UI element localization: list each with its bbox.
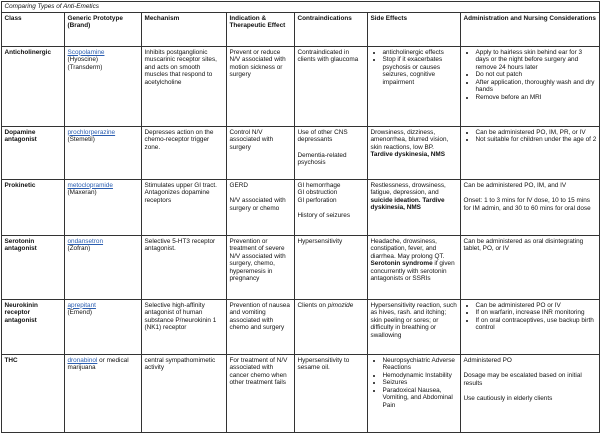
- brand-name: or medical marijuana: [67, 356, 129, 372]
- class-cell: Neurokinin receptor antagonist: [2, 300, 65, 355]
- header-indication: Indication & Therapeutic Effect: [227, 13, 295, 47]
- side-effects-cell: [368, 355, 461, 433]
- side-effects-cell: Hypersensitivity reaction, such as hives, rash. and itching; skin peeling or sores; or difficulty in breathing or swallowing: [368, 300, 461, 355]
- list-item: • Neuropsychiatric Adverse Reactions: [383, 357, 458, 372]
- mechanism-cell: Depresses action on the chemo-receptor trigger zone.: [142, 127, 227, 180]
- drug-link-prochlorperazine[interactable]: prochlorperazine: [67, 128, 116, 136]
- indication-cell: Prevention or treatment of severe N/V associated with surgery, chemo, hyperemesis in pregnancy: [227, 236, 295, 300]
- class-cell: Dopamine antagonist: [2, 127, 65, 180]
- prototype-cell: [65, 180, 142, 236]
- administration-text: Dosage may be escalated based on initial results: [463, 372, 582, 387]
- drug-link-scopolamine[interactable]: Scopolamine: [67, 48, 105, 56]
- administration-cell: [461, 47, 600, 127]
- indication-text: N/V associated with surgery or chemo: [229, 197, 286, 212]
- prototype-cell: [65, 127, 142, 180]
- brand-name: (Zofran): [67, 245, 91, 253]
- contraindication-text: GI obstruction: [297, 189, 338, 197]
- list-item: • If on warfarin, increase INR monitoring: [476, 309, 597, 317]
- drug-link-metoclopramide[interactable]: metoclopramide: [67, 181, 113, 189]
- indication-cell: For treatment of N/V associated with cancer chemo when other treatment fails: [227, 355, 295, 433]
- list-item: • Stop if it exacerbates psychosis or causes seizures, cognitive impairment: [383, 56, 458, 86]
- header-contraindications: Contraindications: [295, 13, 368, 47]
- prototype-cell: [65, 355, 142, 433]
- list-item: • Remove before an MRI: [476, 94, 597, 102]
- table-row: [2, 127, 600, 180]
- mechanism-cell: Selective 5-HT3 receptor antagonist.: [142, 236, 227, 300]
- brand-name: (Transderm): [67, 63, 103, 71]
- header-prototype: Generic Prototype (Brand): [65, 13, 142, 47]
- administration-cell: [461, 300, 600, 355]
- list-item: • Paradoxical Nausea, Vomiting, and Abdominal Pain: [383, 387, 458, 410]
- prototype-cell: [65, 236, 142, 300]
- administration-text: Use cautiously in elderly clients: [463, 395, 553, 403]
- table-row: [2, 180, 600, 236]
- list-item: • Not suitable for children under the age of 2: [476, 136, 597, 144]
- drug-link-aprepitant[interactable]: aprepitant: [67, 301, 96, 309]
- contraindication-cell: [295, 300, 368, 355]
- list-item: • Can be administered PO, IM, PR, or IV: [476, 129, 597, 137]
- brand-name: (Emend): [67, 309, 93, 317]
- contraindication-text: Clients on: [297, 301, 326, 309]
- mechanism-cell: Selective high-affinity antagonist of human substance P/neurokinin 1 (NK1) receptor: [142, 300, 227, 355]
- list-item: • After application, thoroughly wash and dry hands: [476, 79, 597, 94]
- contraindication-cell: [295, 180, 368, 236]
- brand-name: (Stemetil): [67, 136, 95, 144]
- contraindication-drug: pimozide: [327, 301, 354, 309]
- list-item: • Hemodynamic Instability: [383, 372, 458, 380]
- side-effects-text: if given concurrently with serotonin antagonists or SSRIs: [370, 260, 455, 283]
- class-cell: Prokinetic: [2, 180, 65, 236]
- side-effects-cell: [368, 47, 461, 127]
- caption-row: [2, 2, 600, 13]
- table-row: [2, 355, 600, 433]
- header-administration: Administration and Nursing Considerations: [461, 13, 600, 47]
- side-effects-text: Restlessness, drowsiness, fatigue, depression, and: [370, 181, 446, 197]
- mechanism-cell: Stimulates upper GI tract. Antagonizes dopamine receptors: [142, 180, 227, 236]
- side-effects-text: Headache, drowsiness, constipation, fever, and diarrhea. May prolong QT.: [370, 237, 445, 260]
- list-item: • Apply to hairless skin behind ear for 3 days or the night before surgery and remove 24 hours later: [476, 49, 597, 72]
- contraindication-text: History of seizures: [297, 212, 351, 220]
- drug-link-ondansetron[interactable]: ondansetron: [67, 237, 104, 245]
- contraindication-text: GI perforation: [297, 196, 337, 204]
- table-row: [2, 300, 600, 355]
- side-effects-cell: [368, 180, 461, 236]
- header-mechanism: Mechanism: [142, 13, 227, 47]
- side-effects-cell: [368, 127, 461, 180]
- list-item: • Do not cut patch: [476, 71, 597, 79]
- brand-name: (Maxeran): [67, 189, 97, 197]
- contraindication-cell: Hypersensitivity: [295, 236, 368, 300]
- side-effects-cell: [368, 236, 461, 300]
- header-class: Class: [2, 13, 65, 47]
- table-caption: Comparing Types of Anti-Emetics: [2, 2, 600, 13]
- list-item: • anticholinergic effects: [383, 49, 458, 57]
- indication-cell: [227, 180, 295, 236]
- drug-link-dronabinol[interactable]: dronabinol: [67, 356, 98, 364]
- brand-name: (Hyoscine): [67, 56, 99, 64]
- contraindication-cell: [295, 127, 368, 180]
- table-row: [2, 47, 600, 127]
- indication-cell: Prevention of nausea and vomiting associated with chemo and surgery: [227, 300, 295, 355]
- prototype-cell: [65, 300, 142, 355]
- indication-cell: Control N/V associated with surgery: [227, 127, 295, 180]
- side-effects-warning: Tardive dyskinesia, NMS: [370, 151, 445, 159]
- mechanism-cell: Inhibits postganglionic muscarinic receptor sites, and acts on smooth muscles that respond to acetylcholine: [142, 47, 227, 127]
- indication-cell: Prevent or reduce N/V associated with motion sickness or surgery: [227, 47, 295, 127]
- contraindication-cell: Contraindicated in clients with glaucoma: [295, 47, 368, 127]
- table-row: [2, 236, 600, 300]
- administration-text: Can be administered PO, IM, and IV: [463, 181, 567, 189]
- class-cell: Serotonin antagonist: [2, 236, 65, 300]
- header-row: [2, 13, 600, 47]
- list-item: • Can be administered PO or IV: [476, 302, 597, 310]
- side-effects-warning: suicide ideation. Tardive dyskinesia, NMS: [370, 196, 445, 212]
- class-cell: Anticholinergic: [2, 47, 65, 127]
- administration-text: Administered PO: [463, 356, 512, 364]
- page: [0, 1, 600, 448]
- contraindication-cell: Hypersensitivity to sesame oil.: [295, 355, 368, 433]
- administration-cell: Can be administered as oral disintegrating tablet, PO, or IV: [461, 236, 600, 300]
- administration-text: Onset: 1 to 3 mins for IV dose, 10 to 15 mins for IM admin, and 30 to 60 mins for oral dose: [463, 197, 591, 212]
- indication-text: GERD: [229, 181, 248, 189]
- contraindication-text: Dementia-related psychosis: [297, 151, 347, 167]
- prototype-cell: [65, 47, 142, 127]
- class-cell: THC: [2, 355, 65, 433]
- list-item: • Seizures: [383, 379, 458, 387]
- contraindication-text: Use of other CNS depressants: [297, 128, 348, 144]
- side-effects-text: Drowsiness, dizziness, amenorrhea, blurred vision, skin reactions, low BP.: [370, 128, 449, 151]
- anti-emetics-table: [1, 1, 600, 433]
- contraindication-text: GI hemorrhage: [297, 181, 341, 189]
- administration-cell: [461, 355, 600, 433]
- administration-cell: [461, 127, 600, 180]
- mechanism-cell: central sympathomimetic activity: [142, 355, 227, 433]
- side-effects-warning: Serotonin syndrome: [370, 260, 433, 268]
- list-item: • If on oral contraceptives, use backup birth control: [476, 317, 597, 332]
- header-side-effects: Side Effects: [368, 13, 461, 47]
- administration-cell: [461, 180, 600, 236]
